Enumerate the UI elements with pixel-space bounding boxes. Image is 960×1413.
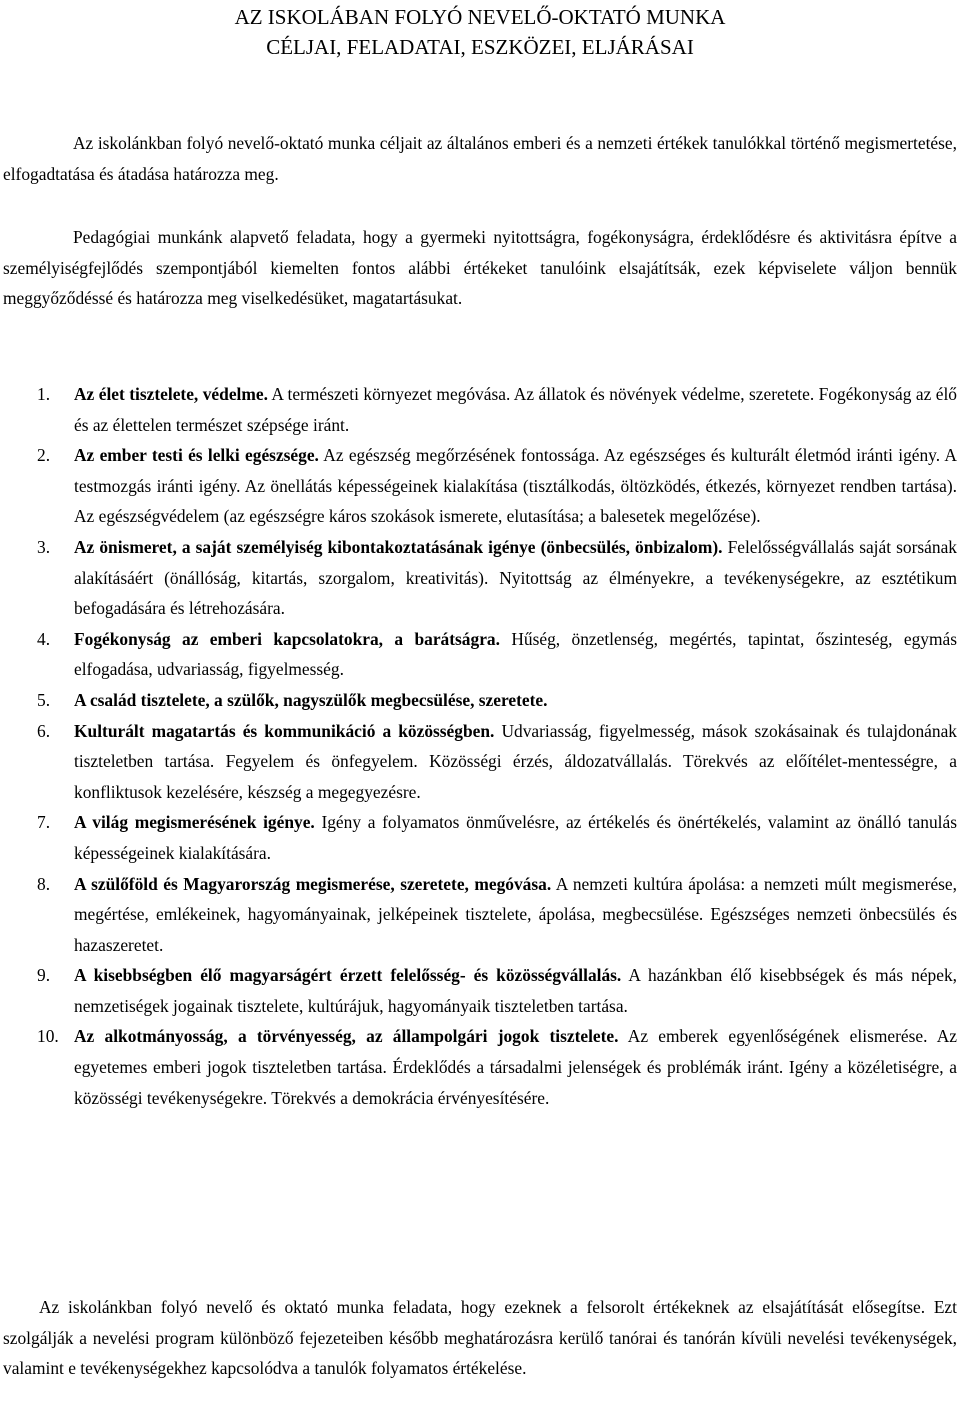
item-heading: A szülőföld és Magyarország megismerése, szeretete, megóvása. xyxy=(74,873,552,894)
item-number: 10. xyxy=(37,1026,59,1047)
item-text: A nemzeti kultúra ápolása: a nemzeti múlt megismerése, megértése, emlékeinek, hagyományainak, jelképeinek tisztelete, ápolása, megbecsülése. Egészséges nemzeti önbecsülés és hazaszeretet. xyxy=(74,873,957,955)
item-heading: A család tisztelete, a szülők, nagyszülők megbecsülése, szeretete. xyxy=(74,689,548,710)
list-item xyxy=(0,960,957,1021)
item-number: 8. xyxy=(37,873,51,894)
item-heading: Az élet tisztelete, védelme. xyxy=(74,384,268,404)
item-text: Felelősségvállalás saját sorsának alakításáért (önállóság, kitartás, szorgalom, kreativitás). Nyitottság az élményekre, a tevékenységekre, az esztétikum befogadására és létrehozására. xyxy=(74,536,957,619)
item-text: Udvariasság, figyelmesség, mások szokásainak és tulajdonának tiszteletben tartása. Fegyelem és önfegyelem. Közösségi érzés, áldozatvállalás. Törekvés az előítélet-mentességre, a konfliktusok kezelésére, készség a megegyezésre. xyxy=(74,720,957,802)
list-item xyxy=(0,532,957,624)
list-item xyxy=(0,807,957,868)
item-number: 2. xyxy=(37,445,51,466)
closing-paragraph: Az iskolánkban folyó nevelő és oktató munka feladata, hogy ezeknek a felsorolt értékeknek az elsajátítását elősegítse. Ezt szolgálják a nevelési program különböző fejezeteiben később meghatározásra kerülő tanórai és tanórán kívüli nevelési tevékenységek, valamint e tevékenységekhez kapcsolódva a tanulók folyamatos értékelése. xyxy=(3,1297,957,1379)
item-heading: Kulturált magatartás és kommunikáció a közösségben. xyxy=(74,720,495,741)
item-number: 5. xyxy=(37,689,51,710)
title-line-1: AZ ISKOLÁBAN FOLYÓ NEVELŐ-OKTATÓ MUNKA xyxy=(234,5,726,29)
item-number: 4. xyxy=(37,628,51,649)
item-number: 7. xyxy=(37,812,51,833)
item-heading: Fogékonyság az emberi kapcsolatokra, a barátságra. xyxy=(74,628,500,649)
list-item xyxy=(0,685,957,716)
item-text: Igény a folyamatos önművelésre, az értékelés és önértékelés, valamint az önálló tanulás képességeinek kialakítására. xyxy=(74,812,957,863)
item-number: 3. xyxy=(37,536,51,557)
title-line-2: CÉLJAI, FELADATAI, ESZKÖZEI, ELJÁRÁSAI xyxy=(266,35,694,59)
list-item xyxy=(0,379,957,440)
list-item xyxy=(0,869,957,961)
list-item xyxy=(0,440,957,532)
item-text: Hűség, önzetlenség, megértés, tapintat, őszinteség, egymás elfogadása, udvariasság, figyelmesség. xyxy=(74,628,957,680)
item-heading: Az önismeret, a saját személyiség kibontakoztatásának igénye (önbecsülés, önbizalom). xyxy=(74,536,723,557)
item-number: 1. xyxy=(37,384,51,404)
item-text: A hazánkban élő kisebbségek és más népek, nemzetiségek jogainak tisztelete, kultúrájuk, hagyományaik tiszteletben tartása. xyxy=(74,965,957,1016)
item-number: 6. xyxy=(37,720,51,741)
item-heading: Az ember testi és lelki egészsége. xyxy=(74,445,319,466)
list-item xyxy=(0,716,957,808)
list-item xyxy=(0,624,957,685)
item-text: Az emberek egyenlőségének elismerése. Az egyetemes emberi jogok tiszteletben tartása. Érdeklődés a társadalmi jelenségek és problémák iránt. Igény a közéletiségre, a közösségi tevékenységekre. Törekvés a demokrácia érvényesítésére. xyxy=(74,1026,957,1108)
pedagogy-paragraph: Pedagógiai munkánk alapvető feladata, hogy a gyermeki nyitottságra, fogékonyságra, érdeklődésre és aktivitásra építve a személyiségfejlődés szempontjából kiemelten fontos alábbi értékeket tanulóink elsajátítsák, ezek képviselete váljon bennük meggyőződéssé és határozza meg viselkedésüket, magatartásukat. xyxy=(3,227,957,309)
item-text: Az egészség megőrzésének fontossága. Az egészséges és kulturált életmód iránti igény. A testmozgás iránti igény. Az önellátás képességeinek kialakítása (tisztálkodás, öltözködés, étkezés, környezet rendben tartása). Az egészségvédelem (az egészségre káros szokások ismerete, elutasítása; a balesetek megelőzése). xyxy=(74,445,957,527)
item-number: 9. xyxy=(37,965,51,986)
values-list xyxy=(0,379,957,1113)
list-item xyxy=(0,1021,957,1113)
item-heading: A világ megismerésének igénye. xyxy=(74,812,315,833)
item-text: A természeti környezet megóvása. Az állatok és növények védelme, szeretete. Fogékonyság az élő és az élettelen természet szépsége iránt. xyxy=(74,384,957,435)
item-heading: A kisebbségben élő magyarságért érzett felelősség- és közösségvállalás. xyxy=(74,965,622,986)
page-title xyxy=(0,2,960,62)
item-heading: Az alkotmányosság, a törvényesség, az állampolgári jogok tisztelete. xyxy=(74,1026,619,1047)
intro-paragraph: Az iskolánkban folyó nevelő-oktató munka céljait az általános emberi és a nemzeti értékek tanulókkal történő megismertetése, elfogadtatása és átadása határozza meg. xyxy=(3,133,957,184)
